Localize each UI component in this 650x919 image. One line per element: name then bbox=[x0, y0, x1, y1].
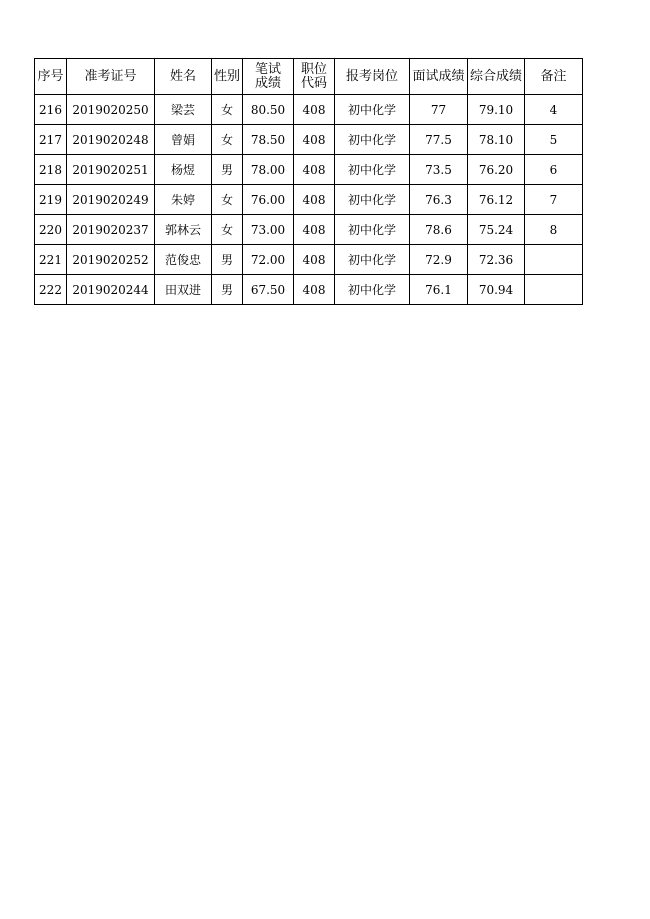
cell-post-code: 408 bbox=[294, 155, 335, 185]
cell-position: 初中化学 bbox=[335, 275, 410, 305]
cell-remark: 4 bbox=[525, 95, 583, 125]
cell-ticket: 2019020252 bbox=[67, 245, 155, 275]
cell-gender: 女 bbox=[212, 215, 243, 245]
header-name: 姓名 bbox=[155, 59, 212, 95]
table-row bbox=[35, 95, 583, 125]
cell-name: 田双进 bbox=[155, 275, 212, 305]
header-row bbox=[35, 59, 583, 95]
cell-position: 初中化学 bbox=[335, 215, 410, 245]
cell-seq: 219 bbox=[35, 185, 67, 215]
cell-interview-score: 76.3 bbox=[410, 185, 468, 215]
cell-total-score: 76.20 bbox=[468, 155, 525, 185]
header-position: 报考岗位 bbox=[335, 59, 410, 95]
cell-seq: 217 bbox=[35, 125, 67, 155]
cell-written-score: 76.00 bbox=[243, 185, 294, 215]
cell-name: 郭林云 bbox=[155, 215, 212, 245]
cell-written-score: 80.50 bbox=[243, 95, 294, 125]
cell-position: 初中化学 bbox=[335, 125, 410, 155]
cell-post-code: 408 bbox=[294, 95, 335, 125]
cell-seq: 216 bbox=[35, 95, 67, 125]
cell-position: 初中化学 bbox=[335, 155, 410, 185]
cell-written-score: 72.00 bbox=[243, 245, 294, 275]
cell-gender: 男 bbox=[212, 245, 243, 275]
cell-interview-score: 77 bbox=[410, 95, 468, 125]
cell-gender: 女 bbox=[212, 125, 243, 155]
cell-interview-score: 76.1 bbox=[410, 275, 468, 305]
cell-written-score: 78.00 bbox=[243, 155, 294, 185]
table-row bbox=[35, 185, 583, 215]
cell-total-score: 70.94 bbox=[468, 275, 525, 305]
cell-total-score: 75.24 bbox=[468, 215, 525, 245]
cell-interview-score: 77.5 bbox=[410, 125, 468, 155]
cell-written-score: 67.50 bbox=[243, 275, 294, 305]
header-total: 综合成绩 bbox=[468, 59, 525, 95]
cell-written-score: 78.50 bbox=[243, 125, 294, 155]
cell-post-code: 408 bbox=[294, 125, 335, 155]
cell-remark: 5 bbox=[525, 125, 583, 155]
cell-ticket: 2019020237 bbox=[67, 215, 155, 245]
cell-remark bbox=[525, 275, 583, 305]
cell-seq: 221 bbox=[35, 245, 67, 275]
header-gender: 性别 bbox=[212, 59, 243, 95]
header-written-line2: 成绩 bbox=[254, 75, 281, 91]
cell-remark: 6 bbox=[525, 155, 583, 185]
cell-post-code: 408 bbox=[294, 185, 335, 215]
header-post-code bbox=[294, 59, 335, 95]
table-row bbox=[35, 275, 583, 305]
table-row bbox=[35, 245, 583, 275]
cell-ticket: 2019020251 bbox=[67, 155, 155, 185]
cell-name: 曾娟 bbox=[155, 125, 212, 155]
cell-post-code: 408 bbox=[294, 215, 335, 245]
cell-ticket: 2019020248 bbox=[67, 125, 155, 155]
cell-seq: 222 bbox=[35, 275, 67, 305]
header-interview: 面试成绩 bbox=[410, 59, 468, 95]
table-body bbox=[35, 95, 583, 305]
cell-position: 初中化学 bbox=[335, 245, 410, 275]
score-table bbox=[34, 58, 583, 305]
cell-name: 朱婷 bbox=[155, 185, 212, 215]
cell-total-score: 78.10 bbox=[468, 125, 525, 155]
cell-name: 杨煜 bbox=[155, 155, 212, 185]
cell-total-score: 76.12 bbox=[468, 185, 525, 215]
cell-remark bbox=[525, 245, 583, 275]
table-row bbox=[35, 215, 583, 245]
cell-total-score: 79.10 bbox=[468, 95, 525, 125]
cell-written-score: 73.00 bbox=[243, 215, 294, 245]
cell-position: 初中化学 bbox=[335, 185, 410, 215]
header-written-line1: 笔试 bbox=[254, 61, 281, 77]
cell-gender: 男 bbox=[212, 155, 243, 185]
header-post-code-line2: 代码 bbox=[300, 75, 327, 91]
cell-ticket: 2019020249 bbox=[67, 185, 155, 215]
cell-interview-score: 78.6 bbox=[410, 215, 468, 245]
cell-total-score: 72.36 bbox=[468, 245, 525, 275]
cell-gender: 男 bbox=[212, 275, 243, 305]
cell-gender: 女 bbox=[212, 185, 243, 215]
cell-remark: 7 bbox=[525, 185, 583, 215]
cell-position: 初中化学 bbox=[335, 95, 410, 125]
cell-name: 范俊忠 bbox=[155, 245, 212, 275]
cell-ticket: 2019020250 bbox=[67, 95, 155, 125]
cell-post-code: 408 bbox=[294, 245, 335, 275]
cell-ticket: 2019020244 bbox=[67, 275, 155, 305]
cell-interview-score: 73.5 bbox=[410, 155, 468, 185]
cell-interview-score: 72.9 bbox=[410, 245, 468, 275]
table-row bbox=[35, 125, 583, 155]
header-seq: 序号 bbox=[35, 59, 67, 95]
table-header bbox=[35, 59, 583, 95]
header-remark: 备注 bbox=[525, 59, 583, 95]
header-ticket: 准考证号 bbox=[67, 59, 155, 95]
cell-seq: 220 bbox=[35, 215, 67, 245]
table-row bbox=[35, 155, 583, 185]
cell-post-code: 408 bbox=[294, 275, 335, 305]
cell-seq: 218 bbox=[35, 155, 67, 185]
cell-gender: 女 bbox=[212, 95, 243, 125]
cell-name: 梁芸 bbox=[155, 95, 212, 125]
header-written-score bbox=[243, 59, 294, 95]
header-post-code-line1: 职位 bbox=[300, 61, 327, 77]
cell-remark: 8 bbox=[525, 215, 583, 245]
